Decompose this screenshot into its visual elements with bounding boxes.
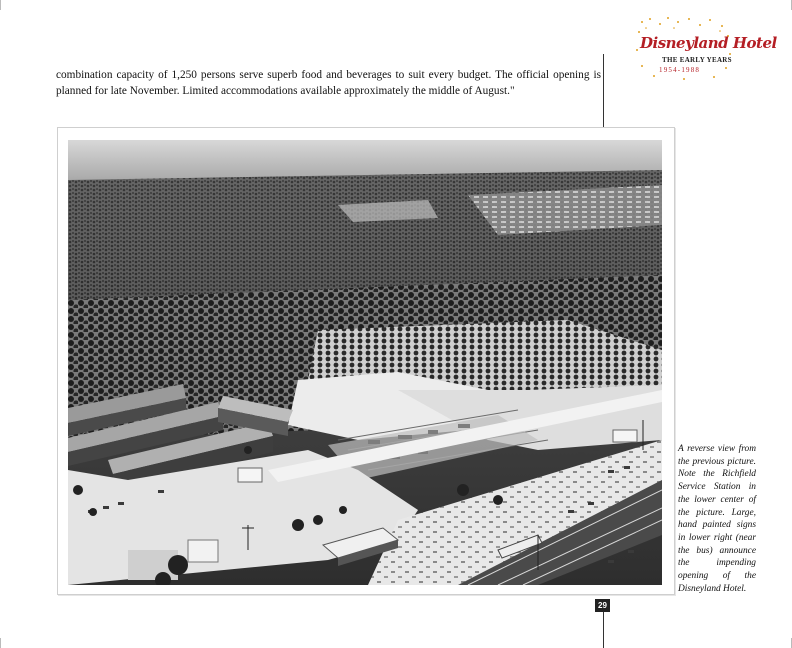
logo-years: 1954-1988	[659, 66, 701, 74]
aerial-photo-rendering	[68, 140, 662, 585]
page-number: 29	[595, 599, 610, 612]
divider-line-bottom	[603, 612, 604, 648]
divider-line-top	[603, 54, 604, 128]
photo-caption: A reverse view from the previous picture. Note the Richfield Service Station in the lower center of the picture. Large, hand painted signs in lower right (near the bus) announce the impending opening of the Disneyland Hotel.	[678, 444, 756, 594]
logo-subtitle: THE EARLY YEARS	[662, 56, 732, 64]
crop-mark	[0, 0, 1, 10]
logo-title: Disneyland Hotel	[640, 34, 777, 52]
crop-mark	[0, 638, 1, 648]
disneyland-hotel-logo	[634, 16, 777, 82]
body-paragraph: combination capacity of 1,250 persons serve superb food and beverages to suit every budget. The official opening is planned for late November. Limited accommodations available approximately the middle of August."	[56, 69, 601, 97]
aerial-photograph	[68, 140, 662, 585]
